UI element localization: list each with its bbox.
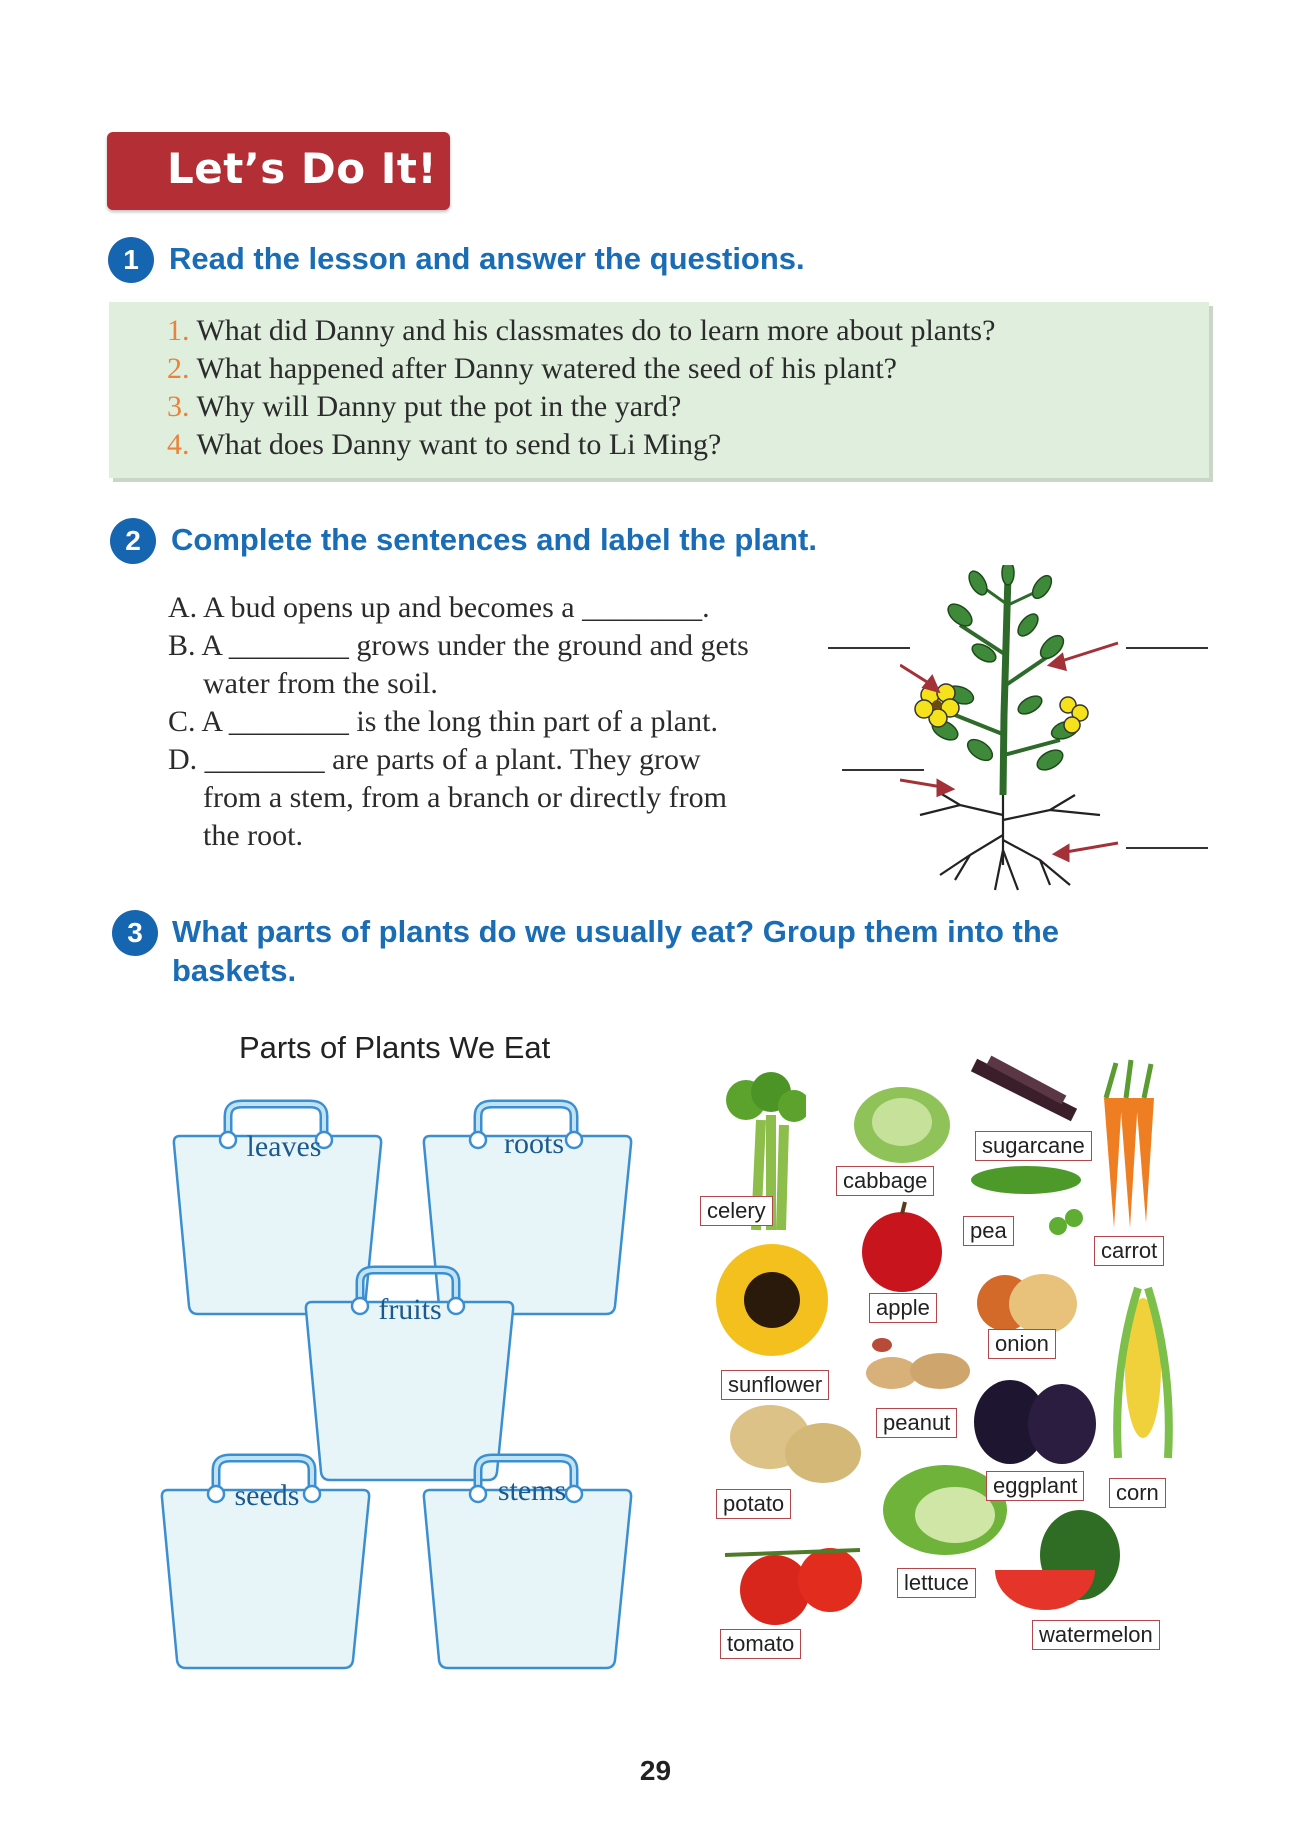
- peanut-picture: [862, 1333, 977, 1408]
- sentence-a: A. A bud opens up and becomes a ________.: [168, 591, 710, 624]
- food-label-apple[interactable]: apple: [869, 1293, 937, 1323]
- section-1-heading: Read the lesson and answer the questions.: [169, 241, 805, 276]
- watermelon-picture: [985, 1505, 1125, 1615]
- section-2-number: 2: [110, 518, 156, 564]
- questions-box: [109, 302, 1209, 478]
- basket-label-stems: stems: [497, 1474, 567, 1507]
- section-3-heading-line-1: What parts of plants do we usually eat? Group them into the: [172, 914, 1059, 949]
- page-number: 29: [639, 1755, 672, 1786]
- apple-picture: [857, 1200, 947, 1295]
- basket-label-leaves: leaves: [246, 1130, 322, 1163]
- food-label-watermelon[interactable]: watermelon: [1032, 1620, 1160, 1650]
- question-4: 4. What does Danny want to send to Li Ming?: [167, 428, 722, 461]
- food-label-potato[interactable]: potato: [716, 1489, 791, 1519]
- food-label-sunflower[interactable]: sunflower: [721, 1370, 829, 1400]
- banner-title: Let’s Do It!: [167, 144, 438, 193]
- question-1: 1. What did Danny and his classmates do to learn more about plants?: [167, 314, 996, 347]
- plant-label-blank-flower[interactable]: [828, 647, 910, 649]
- plant-label-blank-root[interactable]: [1126, 847, 1208, 849]
- section-3-heading-line-2: baskets.: [172, 953, 297, 988]
- section-1-number: 1: [108, 237, 154, 283]
- food-label-tomato[interactable]: tomato: [720, 1629, 801, 1659]
- basket-label-roots: roots: [504, 1127, 564, 1160]
- food-label-onion[interactable]: onion: [988, 1329, 1056, 1359]
- baskets-graphic: [150, 1090, 670, 1670]
- sentence-b: B. A ________ grows under the ground and gets: [168, 629, 749, 662]
- plant-label-blank-leaf[interactable]: [1126, 647, 1208, 649]
- onion-picture: [975, 1258, 1080, 1338]
- corn-picture: [1108, 1268, 1178, 1468]
- plant-illustration: [900, 565, 1120, 895]
- cabbage-picture: [850, 1080, 955, 1165]
- baskets-title: Parts of Plants We Eat: [239, 1030, 551, 1065]
- basket-label-seeds: seeds: [234, 1479, 300, 1512]
- question-3: 3. Why will Danny put the pot in the yard?: [167, 390, 682, 423]
- food-label-carrot[interactable]: carrot: [1094, 1236, 1164, 1266]
- food-label-lettuce[interactable]: lettuce: [897, 1568, 976, 1598]
- question-2: 2. What happened after Danny watered the seed of his plant?: [167, 352, 898, 385]
- section-3-number: 3: [112, 910, 158, 956]
- potato-picture: [725, 1395, 865, 1495]
- sentence-c: C. A ________ is the long thin part of a plant.: [168, 705, 718, 738]
- food-label-sugarcane[interactable]: sugarcane: [975, 1131, 1092, 1161]
- sugarcane-picture: [964, 1055, 1084, 1125]
- food-label-corn[interactable]: corn: [1109, 1478, 1166, 1508]
- section-2-heading: Complete the sentences and label the plant.: [171, 522, 817, 557]
- tomato-picture: [720, 1530, 870, 1630]
- carrot-picture: [1096, 1058, 1166, 1233]
- food-label-eggplant[interactable]: eggplant: [986, 1471, 1084, 1501]
- sentence-d: D. ________ are parts of a plant. They grow: [168, 743, 701, 776]
- sunflower-picture: [712, 1240, 837, 1365]
- food-label-peanut[interactable]: peanut: [876, 1408, 957, 1438]
- food-label-pea[interactable]: pea: [963, 1216, 1014, 1246]
- sentence-d-cont-2: the root.: [203, 819, 303, 852]
- food-label-celery[interactable]: celery: [700, 1196, 773, 1226]
- sentence-b-cont: water from the soil.: [203, 667, 438, 700]
- lets-do-it-banner: [107, 132, 450, 210]
- food-label-cabbage[interactable]: cabbage: [836, 1166, 934, 1196]
- sentence-d-cont-1: from a stem, from a branch or directly from: [203, 781, 727, 814]
- basket-label-fruits: fruits: [378, 1293, 442, 1326]
